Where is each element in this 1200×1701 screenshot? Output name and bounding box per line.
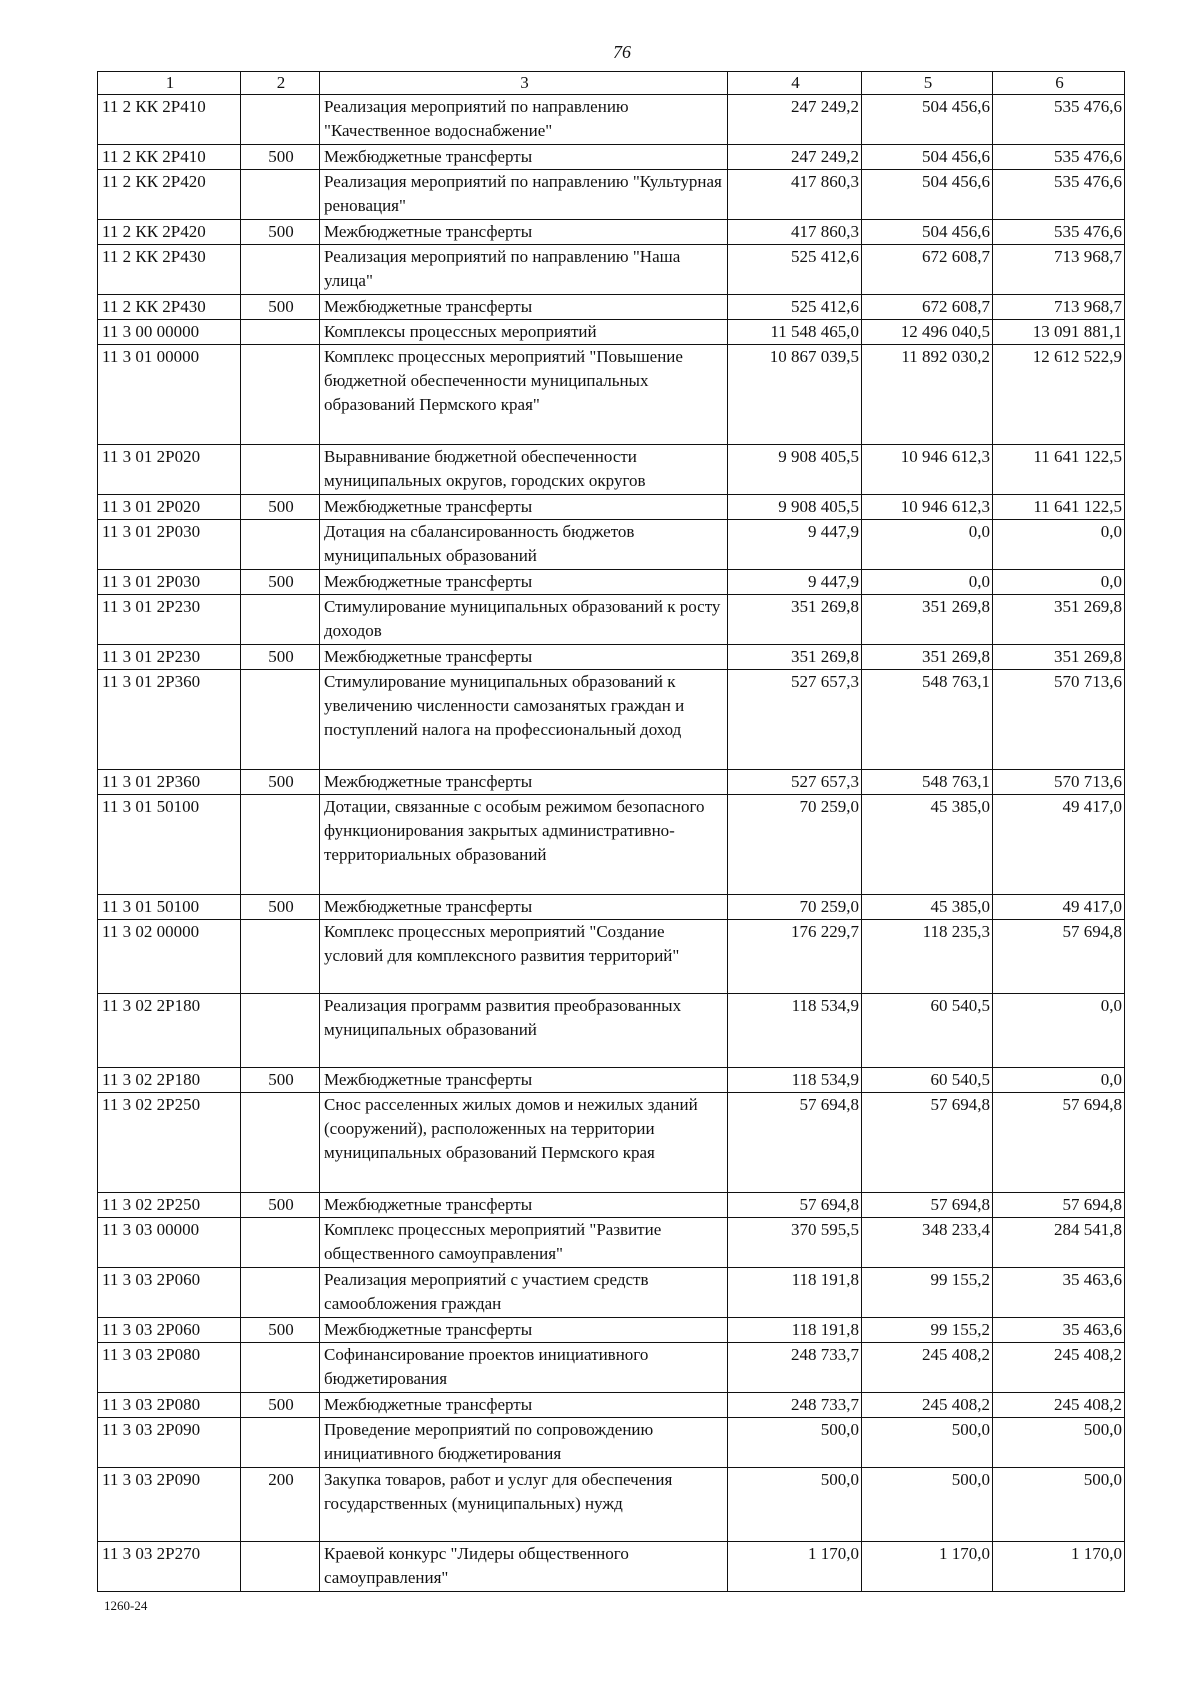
row-name-cell: Дотация на сбалансированность бюджетов муниципальных образований [320, 520, 728, 570]
row-value-col5: 504 456,6 [862, 220, 993, 245]
row-name-cell: Межбюджетные трансферты [320, 770, 728, 795]
row-expense-type-cell [241, 320, 320, 345]
row-value-col5: 500,0 [862, 1468, 993, 1542]
row-value-col5: 548 763,1 [862, 670, 993, 770]
row-value-col5: 548 763,1 [862, 770, 993, 795]
row-value-col5: 118 235,3 [862, 920, 993, 994]
row-value-col6: 570 713,6 [993, 770, 1125, 795]
row-value-col4: 351 269,8 [728, 595, 862, 645]
row-name-cell: Реализация мероприятий по направлению "Качественное водоснабжение" [320, 95, 728, 145]
table-row [98, 495, 1125, 520]
table-row [98, 1193, 1125, 1218]
row-value-col6: 535 476,6 [993, 220, 1125, 245]
row-expense-type-cell [241, 95, 320, 145]
row-expense-type-cell: 200 [241, 1468, 320, 1542]
row-name-cell: Дотации, связанные с особым режимом безопасного функционирования закрытых административно-территориальных образований [320, 795, 728, 895]
row-value-col4: 70 259,0 [728, 895, 862, 920]
row-expense-type-cell [241, 994, 320, 1068]
row-value-col6: 1 170,0 [993, 1542, 1125, 1592]
table-row [98, 1268, 1125, 1318]
row-value-col6: 713 968,7 [993, 245, 1125, 295]
row-value-col5: 60 540,5 [862, 994, 993, 1068]
row-code-cell: 11 3 03 2Р090 [98, 1468, 241, 1542]
row-value-col6: 535 476,6 [993, 95, 1125, 145]
row-name-cell: Выравнивание бюджетной обеспеченности муниципальных округов, городских округов [320, 445, 728, 495]
row-value-col4: 9 447,9 [728, 520, 862, 570]
row-name-cell: Межбюджетные трансферты [320, 145, 728, 170]
row-name-cell: Межбюджетные трансферты [320, 1393, 728, 1418]
header-cell-6: 6 [993, 72, 1125, 95]
row-name-cell: Межбюджетные трансферты [320, 895, 728, 920]
table-row [98, 1318, 1125, 1343]
row-code-cell: 11 3 02 2Р180 [98, 994, 241, 1068]
row-value-col4: 248 733,7 [728, 1393, 862, 1418]
row-value-col5: 0,0 [862, 570, 993, 595]
row-code-cell: 11 3 03 00000 [98, 1218, 241, 1268]
row-value-col4: 9 908 405,5 [728, 445, 862, 495]
row-value-col6: 57 694,8 [993, 1093, 1125, 1193]
row-expense-type-cell: 500 [241, 1193, 320, 1218]
row-expense-type-cell [241, 795, 320, 895]
row-value-col6: 713 968,7 [993, 295, 1125, 320]
row-code-cell: 11 3 01 2Р360 [98, 670, 241, 770]
row-expense-type-cell: 500 [241, 1393, 320, 1418]
row-value-col4: 9 908 405,5 [728, 495, 862, 520]
row-name-cell: Стимулирование муниципальных образований к увеличению численности самозанятых граждан и поступлений налога на профессиональный доход [320, 670, 728, 770]
table-row [98, 1542, 1125, 1592]
row-value-col4: 500,0 [728, 1468, 862, 1542]
row-name-cell: Реализация мероприятий с участием средств самообложения граждан [320, 1268, 728, 1318]
row-value-col4: 70 259,0 [728, 795, 862, 895]
row-code-cell: 11 3 03 2Р060 [98, 1268, 241, 1318]
row-code-cell: 11 2 КК 2Р410 [98, 145, 241, 170]
table-row [98, 795, 1125, 895]
row-value-col4: 500,0 [728, 1418, 862, 1468]
row-value-col5: 245 408,2 [862, 1343, 993, 1393]
row-value-col5: 10 946 612,3 [862, 495, 993, 520]
row-value-col5: 672 608,7 [862, 295, 993, 320]
row-value-col4: 176 229,7 [728, 920, 862, 994]
row-expense-type-cell: 500 [241, 770, 320, 795]
row-name-cell: Снос расселенных жилых домов и нежилых зданий (сооружений), расположенных на территории муниципальных образований Пермского края [320, 1093, 728, 1193]
table-row [98, 245, 1125, 295]
row-value-col6: 351 269,8 [993, 595, 1125, 645]
row-expense-type-cell [241, 1268, 320, 1318]
row-value-col4: 527 657,3 [728, 670, 862, 770]
row-expense-type-cell: 500 [241, 895, 320, 920]
row-value-col5: 99 155,2 [862, 1268, 993, 1318]
row-code-cell: 11 3 01 50100 [98, 895, 241, 920]
row-value-col6: 535 476,6 [993, 145, 1125, 170]
row-value-col5: 60 540,5 [862, 1068, 993, 1093]
table-row [98, 770, 1125, 795]
header-cell-2: 2 [241, 72, 320, 95]
row-code-cell: 11 3 01 2Р230 [98, 645, 241, 670]
row-expense-type-cell: 500 [241, 495, 320, 520]
row-value-col4: 417 860,3 [728, 220, 862, 245]
header-cell-5: 5 [862, 72, 993, 95]
row-value-col6: 535 476,6 [993, 170, 1125, 220]
header-row [98, 72, 1125, 95]
footer-code: 1260-24 [104, 1598, 148, 1613]
row-value-col6: 0,0 [993, 520, 1125, 570]
row-name-cell: Комплекс процессных мероприятий "Развитие общественного самоуправления" [320, 1218, 728, 1268]
table-header [98, 72, 1125, 95]
table-row [98, 520, 1125, 570]
row-value-col4: 525 412,6 [728, 295, 862, 320]
row-name-cell: Реализация программ развития преобразованных муниципальных образований [320, 994, 728, 1068]
row-code-cell: 11 3 03 2Р270 [98, 1542, 241, 1592]
row-value-col6: 570 713,6 [993, 670, 1125, 770]
row-value-col4: 370 595,5 [728, 1218, 862, 1268]
row-value-col5: 672 608,7 [862, 245, 993, 295]
row-value-col6: 0,0 [993, 994, 1125, 1068]
header-cell-3: 3 [320, 72, 728, 95]
row-code-cell: 11 3 03 2Р080 [98, 1343, 241, 1393]
row-name-cell: Стимулирование муниципальных образований к росту доходов [320, 595, 728, 645]
row-value-col4: 417 860,3 [728, 170, 862, 220]
row-name-cell: Софинансирование проектов инициативного бюджетирования [320, 1343, 728, 1393]
row-expense-type-cell [241, 1418, 320, 1468]
table-row [98, 1093, 1125, 1193]
row-value-col5: 351 269,8 [862, 595, 993, 645]
row-value-col5: 45 385,0 [862, 795, 993, 895]
row-value-col6: 35 463,6 [993, 1268, 1125, 1318]
row-expense-type-cell [241, 345, 320, 445]
row-code-cell: 11 3 02 2Р180 [98, 1068, 241, 1093]
row-value-col5: 504 456,6 [862, 95, 993, 145]
row-expense-type-cell [241, 595, 320, 645]
table-row [98, 445, 1125, 495]
row-expense-type-cell: 500 [241, 1068, 320, 1093]
row-name-cell: Межбюджетные трансферты [320, 1193, 728, 1218]
row-value-col6: 12 612 522,9 [993, 345, 1125, 445]
row-value-col5: 45 385,0 [862, 895, 993, 920]
row-value-col4: 9 447,9 [728, 570, 862, 595]
table-row [98, 1218, 1125, 1268]
table-row [98, 1418, 1125, 1468]
row-expense-type-cell [241, 920, 320, 994]
row-value-col4: 10 867 039,5 [728, 345, 862, 445]
table-row [98, 145, 1125, 170]
row-code-cell: 11 3 02 2Р250 [98, 1093, 241, 1193]
row-expense-type-cell [241, 670, 320, 770]
row-code-cell: 11 2 КК 2Р420 [98, 220, 241, 245]
row-value-col4: 248 733,7 [728, 1343, 862, 1393]
page-number: 76 [613, 42, 631, 62]
row-value-col5: 351 269,8 [862, 645, 993, 670]
table-row [98, 645, 1125, 670]
row-code-cell: 11 3 02 00000 [98, 920, 241, 994]
row-code-cell: 11 2 КК 2Р420 [98, 170, 241, 220]
row-value-col4: 118 191,8 [728, 1318, 862, 1343]
row-code-cell: 11 2 КК 2Р430 [98, 295, 241, 320]
row-expense-type-cell [241, 245, 320, 295]
row-expense-type-cell [241, 1542, 320, 1592]
row-expense-type-cell [241, 445, 320, 495]
table-row [98, 345, 1125, 445]
table-row [98, 170, 1125, 220]
row-name-cell: Межбюджетные трансферты [320, 570, 728, 595]
row-value-col5: 10 946 612,3 [862, 445, 993, 495]
row-name-cell: Межбюджетные трансферты [320, 1318, 728, 1343]
table-row [98, 1343, 1125, 1393]
row-value-col4: 525 412,6 [728, 245, 862, 295]
table-row [98, 220, 1125, 245]
row-value-col5: 504 456,6 [862, 145, 993, 170]
row-value-col4: 118 534,9 [728, 1068, 862, 1093]
row-expense-type-cell: 500 [241, 295, 320, 320]
row-name-cell: Комплекс процессных мероприятий "Создание условий для комплексного развития территорий" [320, 920, 728, 994]
row-name-cell: Межбюджетные трансферты [320, 1068, 728, 1093]
row-value-col6: 57 694,8 [993, 1193, 1125, 1218]
row-value-col5: 12 496 040,5 [862, 320, 993, 345]
row-value-col5: 1 170,0 [862, 1542, 993, 1592]
row-value-col5: 11 892 030,2 [862, 345, 993, 445]
row-code-cell: 11 3 02 2Р250 [98, 1193, 241, 1218]
table-row [98, 1068, 1125, 1093]
row-value-col6: 57 694,8 [993, 920, 1125, 994]
row-code-cell: 11 3 00 00000 [98, 320, 241, 345]
row-name-cell: Закупка товаров, работ и услуг для обеспечения государственных (муниципальных) нужд [320, 1468, 728, 1542]
row-value-col5: 99 155,2 [862, 1318, 993, 1343]
row-code-cell: 11 3 03 2Р060 [98, 1318, 241, 1343]
row-code-cell: 11 2 КК 2Р430 [98, 245, 241, 295]
row-value-col6: 35 463,6 [993, 1318, 1125, 1343]
table-row [98, 295, 1125, 320]
row-value-col4: 11 548 465,0 [728, 320, 862, 345]
row-name-cell: Проведение мероприятий по сопровождению инициативного бюджетирования [320, 1418, 728, 1468]
row-expense-type-cell: 500 [241, 1318, 320, 1343]
table-row [98, 320, 1125, 345]
row-value-col5: 57 694,8 [862, 1193, 993, 1218]
row-value-col6: 13 091 881,1 [993, 320, 1125, 345]
row-code-cell: 11 3 01 2Р030 [98, 570, 241, 595]
header-cell-1: 1 [98, 72, 241, 95]
row-name-cell: Межбюджетные трансферты [320, 295, 728, 320]
table-row [98, 670, 1125, 770]
row-code-cell: 11 3 01 50100 [98, 795, 241, 895]
row-value-col6: 245 408,2 [993, 1393, 1125, 1418]
row-value-col4: 118 191,8 [728, 1268, 862, 1318]
row-expense-type-cell [241, 1093, 320, 1193]
row-value-col5: 348 233,4 [862, 1218, 993, 1268]
table-row [98, 1393, 1125, 1418]
row-name-cell: Реализация мероприятий по направлению "Культурная реновация" [320, 170, 728, 220]
row-value-col4: 57 694,8 [728, 1193, 862, 1218]
row-value-col4: 527 657,3 [728, 770, 862, 795]
row-name-cell: Межбюджетные трансферты [320, 495, 728, 520]
row-value-col6: 11 641 122,5 [993, 495, 1125, 520]
table-row [98, 994, 1125, 1068]
row-name-cell: Комплексы процессных мероприятий [320, 320, 728, 345]
row-name-cell: Межбюджетные трансферты [320, 645, 728, 670]
row-code-cell: 11 3 01 2Р020 [98, 445, 241, 495]
row-code-cell: 11 3 03 2Р080 [98, 1393, 241, 1418]
row-code-cell: 11 3 01 2Р020 [98, 495, 241, 520]
row-name-cell: Межбюджетные трансферты [320, 220, 728, 245]
row-value-col6: 49 417,0 [993, 895, 1125, 920]
table-row [98, 895, 1125, 920]
table-row [98, 1468, 1125, 1542]
row-code-cell: 11 3 01 2Р030 [98, 520, 241, 570]
table-body [98, 95, 1125, 1592]
row-expense-type-cell [241, 520, 320, 570]
row-value-col6: 500,0 [993, 1468, 1125, 1542]
row-value-col4: 118 534,9 [728, 994, 862, 1068]
row-value-col6: 0,0 [993, 1068, 1125, 1093]
header-cell-4: 4 [728, 72, 862, 95]
row-code-cell: 11 3 01 2Р360 [98, 770, 241, 795]
row-code-cell: 11 3 03 2Р090 [98, 1418, 241, 1468]
row-value-col4: 247 249,2 [728, 145, 862, 170]
row-value-col6: 500,0 [993, 1418, 1125, 1468]
row-code-cell: 11 2 КК 2Р410 [98, 95, 241, 145]
row-expense-type-cell [241, 1218, 320, 1268]
table-row [98, 595, 1125, 645]
row-value-col6: 49 417,0 [993, 795, 1125, 895]
row-value-col6: 0,0 [993, 570, 1125, 595]
row-value-col6: 351 269,8 [993, 645, 1125, 670]
row-expense-type-cell [241, 170, 320, 220]
budget-table [97, 71, 1125, 1592]
row-value-col5: 57 694,8 [862, 1093, 993, 1193]
row-code-cell: 11 3 01 00000 [98, 345, 241, 445]
row-value-col5: 245 408,2 [862, 1393, 993, 1418]
row-value-col4: 1 170,0 [728, 1542, 862, 1592]
row-expense-type-cell: 500 [241, 145, 320, 170]
row-name-cell: Реализация мероприятий по направлению "Наша улица" [320, 245, 728, 295]
row-value-col4: 247 249,2 [728, 95, 862, 145]
row-value-col6: 284 541,8 [993, 1218, 1125, 1268]
row-expense-type-cell: 500 [241, 645, 320, 670]
row-value-col5: 0,0 [862, 520, 993, 570]
row-value-col4: 57 694,8 [728, 1093, 862, 1193]
row-expense-type-cell: 500 [241, 220, 320, 245]
row-expense-type-cell [241, 1343, 320, 1393]
row-value-col5: 504 456,6 [862, 170, 993, 220]
row-value-col5: 500,0 [862, 1418, 993, 1468]
table-row [98, 95, 1125, 145]
table-row [98, 920, 1125, 994]
row-name-cell: Краевой конкурс "Лидеры общественного самоуправления" [320, 1542, 728, 1592]
row-code-cell: 11 3 01 2Р230 [98, 595, 241, 645]
row-value-col6: 11 641 122,5 [993, 445, 1125, 495]
row-name-cell: Комплекс процессных мероприятий "Повышение бюджетной обеспеченности муниципальных образований Пермского края" [320, 345, 728, 445]
row-value-col6: 245 408,2 [993, 1343, 1125, 1393]
row-expense-type-cell: 500 [241, 570, 320, 595]
row-value-col4: 351 269,8 [728, 645, 862, 670]
table-row [98, 570, 1125, 595]
